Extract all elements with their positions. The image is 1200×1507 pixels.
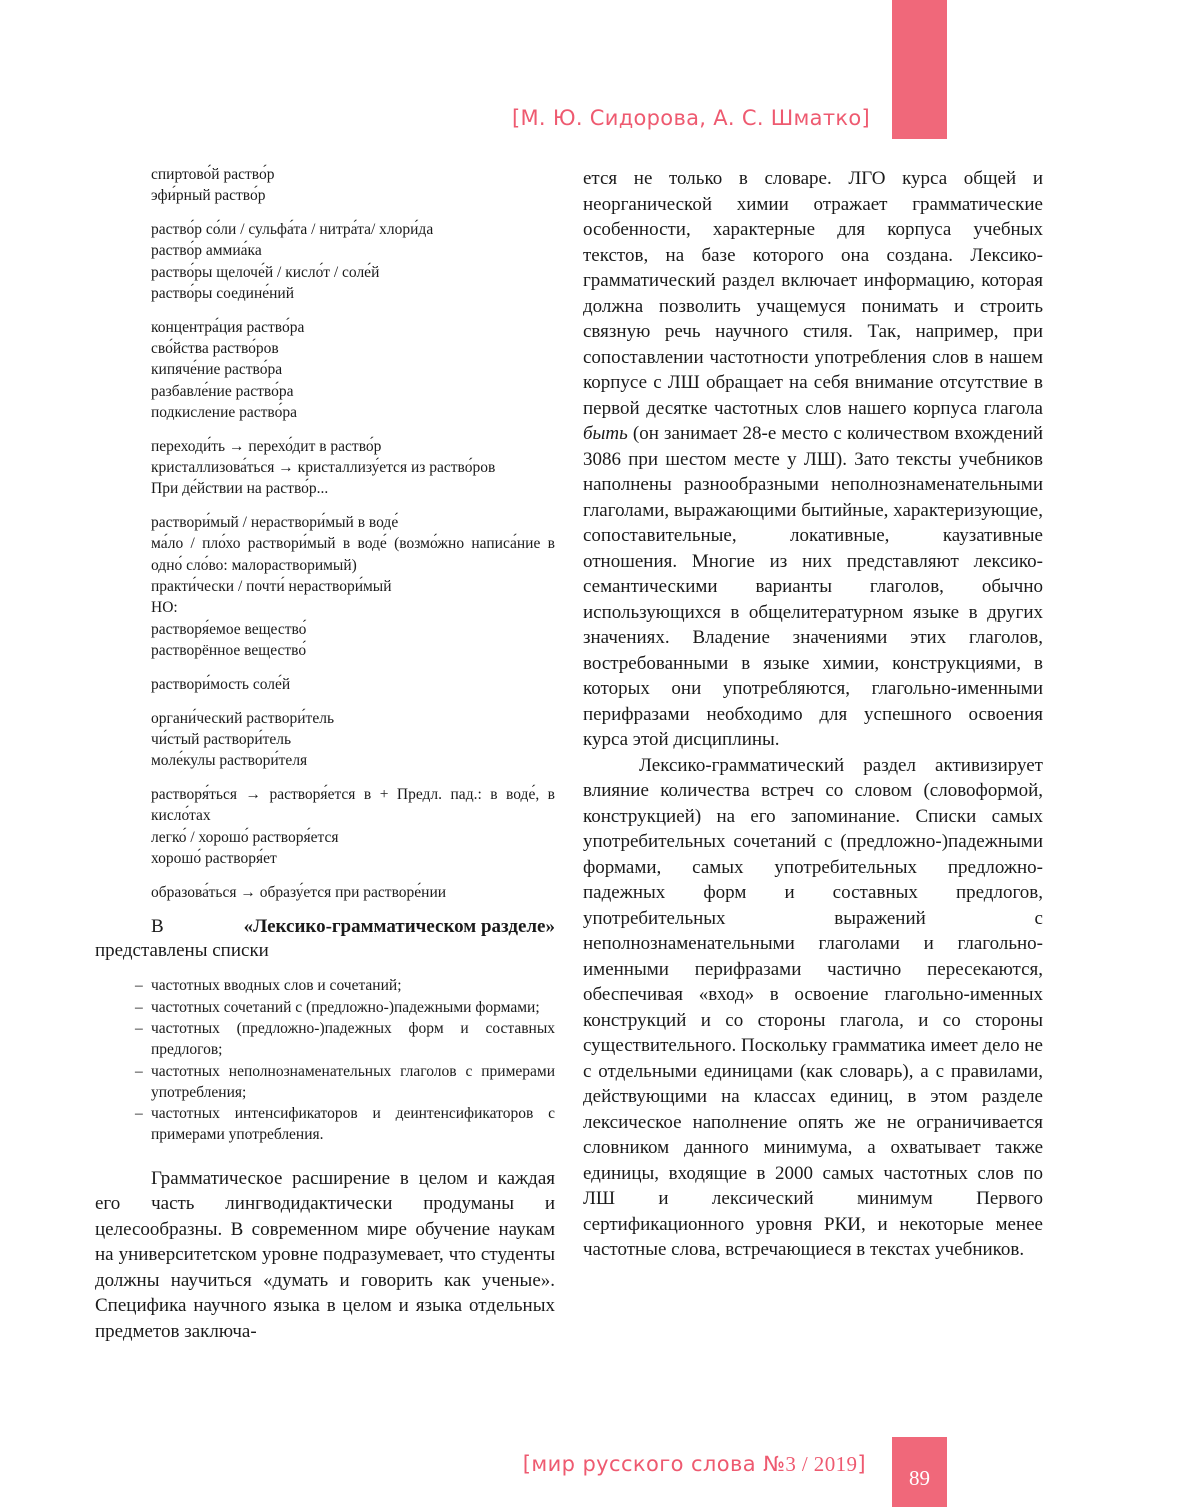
phrase-line: НО: (151, 599, 178, 617)
phrase-line: кипяче́ние раство́ра (151, 361, 283, 379)
body-paragraph: ется не только в словаре. ЛГО курса общей и неорганической химии отражает грамматические особенности, характерные для корпуса учебных текстов, на базе которого она создана. Лексико-грамматический раздел включает информацию, которая должна позволить учащемуся понимать и строить связную речь научного стиля. Так, например, при сопоставлении частотности употребления слов в нашем корпусе с ЛШ обращает на себя внимание отсутствие в первой десятке частотных слов нашего корпуса глагола быть (он занимает 28-е место с количеством вхождений 3086 при шестом месте у ЛШ). Зато тексты учебников наполнены разнообразными неполнознаменательными глаголами, выражающими бытийные, характеризующие, сопоставительные, локативные, каузативные отношения. Многие из них представляют лексико-семантическими варианты глаголов, обычно использующихся в общелитературном языке в других значениях. Владение значениями этих глаголов, востребованными в языке химии, конструкциями, в которых они употребляются, глагольно-именными перифразами необходимо для успешного освоения курса этой дисциплины. (583, 168, 1043, 750)
top-accent-bar (892, 0, 947, 139)
list-item: – частотных интенсификаторов и деинтенсификаторов с примерами употребления. (135, 1105, 555, 1144)
phrase-line: спиртово́й раство́р (151, 166, 275, 183)
intro-rest: представлены списки (95, 940, 269, 962)
phrase-group (151, 219, 555, 304)
journal-bracket: ] (857, 1452, 866, 1476)
list-item: – частотных сочетаний с (предложно-)падежными формами; (135, 998, 540, 1016)
phrase-line: При де́йствии на раство́р... (151, 480, 329, 498)
phrase-line: концентра́ция раство́ра (151, 318, 305, 336)
phrase-line: растворя́емое вещество́ (151, 620, 307, 638)
journal-name: [мир русского слова № (522, 1452, 786, 1476)
journal-issue: 3 / 2019 (785, 1452, 858, 1476)
phrase-line: эфи́рный раство́р (151, 187, 266, 205)
bullet-list (95, 975, 555, 1145)
phrase-line: раство́ры соедине́ний (151, 284, 295, 302)
phrase-line: раство́р аммиа́ка (151, 242, 262, 260)
phrase-line: чи́стый раствори́тель (151, 730, 292, 748)
intro-start: В (151, 916, 164, 938)
phrase-group (151, 674, 555, 695)
running-head-authors: [М. Ю. Сидорова, А. С. Шматко] (512, 106, 870, 130)
list-item: – частотных неполнознаменательных глаголов с примерами употребления; (135, 1062, 555, 1101)
phrase-line: растворённое вещество́ (151, 641, 307, 659)
body-paragraph: Лексико-грамматический раздел активизирует влияние количества встреч со словом (словоформой, конструкцией) на его запоминание. Списки самых употребительных сочетаний с (предложно-)падежными формами, самых употребительных предложно-падежных форм и составных предлогов, употребительных выражений с неполнознаменательными глаголами и глагольно-именными перифразами частично пересекаются, обеспечивая «вход» в освоение глагольно-именных конструкций и со стороны глагола, и со стороны существительного. Поскольку грамматика имеет дело не с отдельными единицами (как словарь), а с правилами, действующими на классах единиц, в этом разделе лексическое наполнение опять же не ограничивается словником данного минимума, а охватывает также единицы, входящие в 2000 самых частотных слов по ЛШ и лексический минимум Первого сертификационного уровня РКИ, и некоторые менее частотные слова, встречающиеся в текстах учебников. (583, 754, 1043, 1260)
phrase-line: образова́ться → образу́ется при растворе́нии (151, 883, 447, 901)
phrase-group (151, 436, 555, 500)
right-column (583, 166, 1043, 1263)
phrase-line: хорошо́ растворя́ет (151, 849, 277, 867)
page-number: 89 (909, 1466, 930, 1490)
italic-term: быть (583, 423, 628, 444)
running-foot-journal (523, 1452, 866, 1477)
body-paragraph: Грамматическое расширение в целом и каждая его часть лингводидактически продуманы и целесообразны. В современном мире обучение наукам на университетском уровне подразумевает, что студенты должны научиться «думать и говорить как ученые». Специфика научного языка в целом и языка отдельных предметов заключа- (95, 1167, 555, 1342)
phrase-line: подкисление раство́ра (151, 403, 298, 421)
list-item: – частотных (предложно-)падежных форм и составных предлогов; (135, 1020, 555, 1059)
phrase-list (151, 164, 555, 903)
phrase-line: органи́ческий раствори́тель (151, 709, 335, 727)
phrase-line: ма́ло / пло́хо раствори́мый в воде́ (возмо́жно написа́ние в одно́ сло́во: малорастворимый) (151, 535, 555, 574)
phrase-group (151, 708, 555, 772)
phrase-line: сво́йства раство́ров (151, 340, 279, 358)
phrase-group (151, 512, 555, 661)
phrase-group (151, 317, 555, 423)
phrase-line: раствори́мость соле́й (151, 675, 291, 693)
phrase-line: разбавле́ние раство́ра (151, 382, 294, 400)
section-title: «Лексико-грамматическом разделе» (243, 916, 555, 938)
phrase-line: легко́ / хорошо́ растворя́ется (151, 828, 339, 846)
phrase-line: практи́чески / почти́ нераствори́мый (151, 578, 392, 596)
phrase-line: раство́р со́ли / сульфа́та / нитра́та/ хлори́да (151, 221, 434, 239)
phrase-group (151, 164, 555, 207)
phrase-line: моле́кулы раствори́теля (151, 752, 308, 770)
section-intro (95, 915, 555, 963)
phrase-group (151, 784, 555, 869)
phrase-line: кристаллизова́ться → кристаллизу́ется из раство́ров (151, 459, 496, 477)
phrase-line: раствори́мый / нераствори́мый в воде́ (151, 514, 399, 532)
list-item: – частотных вводных слов и сочетаний; (135, 977, 402, 995)
left-column (95, 164, 555, 1344)
phrase-line: растворя́ться → растворя́ется в + Предл. пад.: в воде́, в кисло́тах (151, 785, 555, 825)
phrase-line: раство́ры щелоче́й / кисло́т / соле́й (151, 263, 380, 281)
phrase-group (151, 882, 555, 903)
phrase-line: переходи́ть → перехо́дит в раство́р (151, 437, 382, 455)
